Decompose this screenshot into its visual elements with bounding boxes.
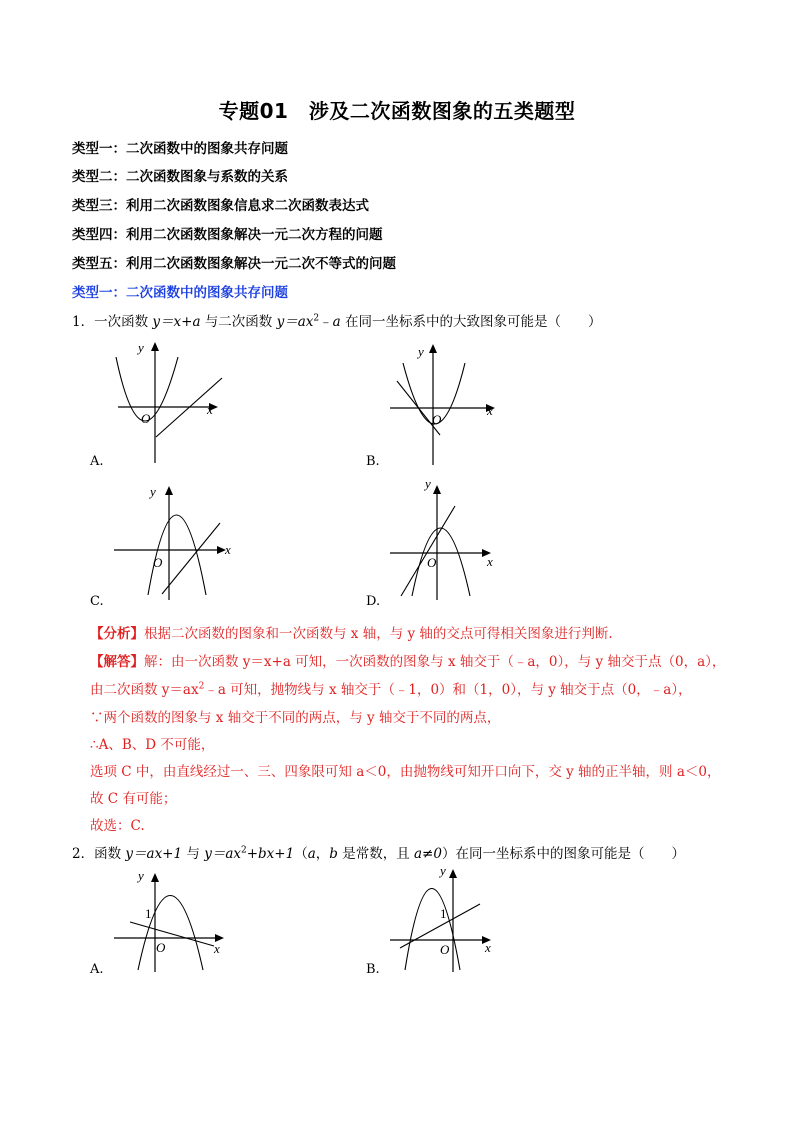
option-a-label: A. (90, 454, 104, 469)
answer-line-4: ∴A、B、D 不可能， (90, 737, 215, 753)
q2-text-3: （ (294, 846, 308, 862)
question-2-stem (72, 842, 685, 862)
q1-quad-func: y＝ax (276, 314, 314, 330)
answer-line-5: 选项 C 中，由直线经过一、三、四象限可知 a＜0，由抛物线可知开口向下，交 y 轴的正半轴，则 a＜0， (90, 764, 721, 780)
q2-exponent: 2 (240, 845, 247, 856)
y-label: y (150, 484, 156, 499)
q1-exponent: 2 (313, 313, 320, 324)
line (130, 922, 214, 946)
origin-label: O (153, 555, 163, 570)
answer-line-3: ∵两个函数的图象与 x 轴交于不同的两点，与 y 轴交于不同的两点， (90, 710, 501, 726)
q1-minus: ﹣ (319, 314, 333, 330)
x-label: x (207, 402, 213, 417)
q1-graph-a (108, 335, 228, 467)
q2-text-2: 与 (182, 846, 205, 862)
type-list-item-1: 类型一：二次函数中的图象共存问题 (72, 141, 288, 157)
q1-text-1: 1．一次函数 (72, 314, 153, 330)
q2-graph-a (108, 866, 233, 974)
origin-label: O (440, 942, 450, 957)
q1-text-3: 在同一坐标系中的大致图象可能是（ ） (340, 314, 602, 330)
q1-graph-b (385, 335, 505, 467)
option-d-label: D. (366, 594, 381, 609)
analysis-line (90, 622, 613, 642)
answer-text-2a: 由二次函数 y＝ax (90, 682, 199, 698)
origin-label: O (432, 412, 442, 427)
q2-var-a: a (307, 846, 316, 862)
section-heading: 类型一：二次函数中的图象共存问题 (72, 285, 288, 301)
answer-line-6: 故 C 有可能； (90, 791, 177, 807)
type-list-item-4: 类型四：利用二次函数图象解决一元二次方程的问题 (72, 227, 383, 243)
analysis-text: 根据二次函数的图象和一次函数与 x 轴，与 y 轴的交点可得相关图象进行判断. (144, 626, 613, 642)
origin-label: O (427, 555, 437, 570)
parabola (412, 528, 470, 596)
q2-condition: a≠0 (414, 846, 442, 862)
y-axis-arrow-icon (151, 873, 159, 882)
q1-linear-func: y＝x+a (152, 314, 201, 330)
q1-var-a: a (332, 314, 341, 330)
y-axis-arrow-icon (433, 485, 441, 494)
page-title: 专题01 涉及二次函数图象的五类题型 (218, 99, 576, 123)
parabola (405, 889, 460, 971)
y-axis-arrow-icon (429, 344, 437, 353)
q1-text-2: 与二次函数 (200, 314, 277, 330)
answer-line-7: 故选：C. (90, 818, 145, 834)
question-1-stem (72, 310, 601, 330)
answer-tag: 【解答】 (90, 654, 144, 670)
y-label: y (425, 476, 431, 491)
q1-graph-d (385, 476, 505, 602)
intercept-label: 1 (440, 906, 447, 921)
answer-text-2b: ﹣a 可知，抛物线与 x 轴交于（﹣1，0）和（1，0），与 y 轴交于点（0，﹣a）， (204, 682, 692, 698)
y-axis-arrow-icon (165, 486, 173, 495)
origin-label: O (141, 411, 151, 426)
type-list-item-5: 类型五：利用二次函数图象解决一元二次不等式的问题 (72, 256, 396, 272)
intercept-label: 1 (145, 906, 152, 921)
q2-linear-func: y＝ax+1 (125, 846, 183, 862)
q2-comma: ， (315, 846, 330, 862)
x-label: x (225, 542, 231, 557)
q2-quad-tail: +bx+1 (246, 846, 295, 862)
y-label: y (418, 344, 424, 359)
q2-quad-func: y＝ax (204, 846, 241, 862)
q2-graph-b (385, 862, 505, 974)
y-label: y (138, 340, 144, 355)
x-label: x (214, 941, 220, 956)
q2-var-b: b (329, 846, 338, 862)
type-list-item-3: 类型三：利用二次函数图象信息求二次函数表达式 (72, 198, 369, 214)
q2-option-a-label: A. (90, 962, 104, 977)
x-label: x (487, 403, 493, 418)
q1-graph-c (108, 478, 238, 602)
y-label: y (138, 868, 144, 883)
x-label: x (487, 554, 493, 569)
q2-text-5: ）在同一坐标系中的图象可能是（ ） (441, 846, 685, 862)
y-axis-arrow-icon (449, 869, 457, 878)
q2-text-1: 2．函数 (72, 846, 126, 862)
answer-exponent: 2 (198, 681, 205, 692)
y-axis-arrow-icon (151, 342, 159, 351)
type-list-item-2: 类型二：二次函数图象与系数的关系 (72, 169, 288, 185)
answer-line-1 (90, 650, 725, 670)
q2-option-b-label: B. (366, 962, 380, 977)
line (401, 506, 455, 596)
y-label: y (440, 863, 446, 878)
x-label: x (485, 940, 491, 955)
option-b-label: B. (366, 454, 380, 469)
analysis-tag: 【分析】 (90, 626, 144, 642)
answer-line-2 (90, 678, 692, 698)
origin-label: O (156, 940, 166, 955)
answer-text-1: 解：由一次函数 y＝x+a 可知，一次函数的图象与 x 轴交于（﹣a，0），与 y 轴交于点（0，a）， (144, 654, 726, 670)
option-c-label: C. (90, 594, 104, 609)
q2-text-4: 是常数，且 (337, 846, 414, 862)
